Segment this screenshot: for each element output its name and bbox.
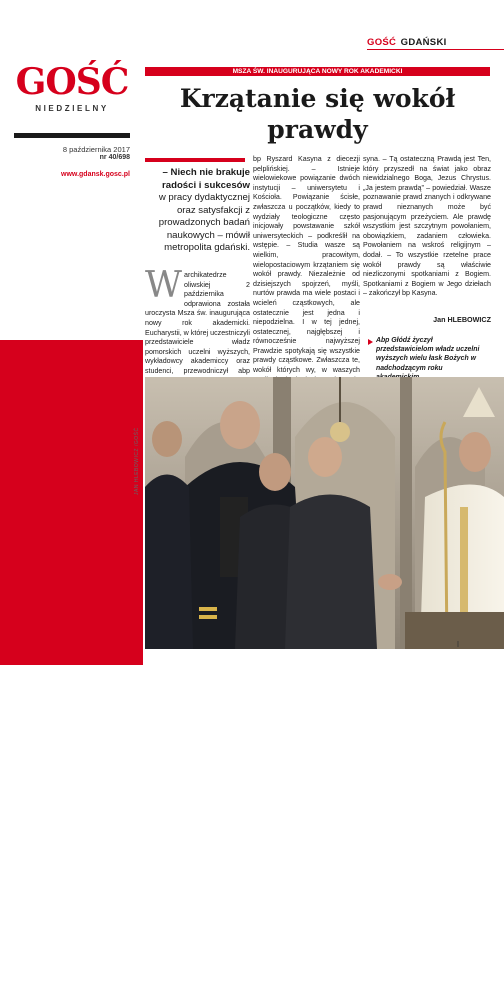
article-headline: Krzątanie się wokół prawdy <box>179 84 456 144</box>
lead-rule <box>145 158 245 162</box>
article-photo[interactable] <box>145 377 504 649</box>
lead-rest: w pracy dydaktycznej oraz satysfakcji z prowadzonych badań naukowych – mówił metropolita gdański. <box>158 192 250 253</box>
left-column <box>0 0 143 941</box>
issue-date: 8 października 2017 <box>62 145 130 154</box>
category-strip: MSZA ŚW. INAUGURUJĄCA NOWY ROK AKADEMICKI <box>145 67 490 76</box>
section-tab-brand: GOŚĆ <box>367 37 397 48</box>
photo-caption <box>368 336 488 382</box>
issue-number: nr 40/698 <box>99 154 130 161</box>
photo-caption-text: Abp Głódź życzył przedstawicielom władz uczelni wyższych wielu łask Bożych w nadchodzącym roku <box>376 337 480 372</box>
drop-cap: W <box>145 265 183 306</box>
site-url-link[interactable]: www.gdansk.gosc.pl <box>61 171 130 178</box>
body-column-3: syna. – Tą ostateczną Prawdą jest Ten, który przyszedł na świat jako obraz niewidzialnego Boga, Jezus Chrystus. „Ja jestem prawdą” – powiedział. Wasze poznawanie prawd znanych i odkrywane prawd nieznanych może być pasjonującym przeżyciem. Ale prawdę wszystkim jest szczytnym powołaniem, obowiązkiem, zadaniem człowieka. Powołaniem na wskroś religijnym – dodał. – To wszystkie rzetelne prace wokół prawdy są właściwie niezliczonymi spotkaniami z Bogiem. Spotkaniami z Bogiem w Jego dziełach – zakończył bp Kasyna. <box>363 155 491 298</box>
section-tab-region: GDAŃSKI <box>400 37 447 48</box>
vertical-section-title: Archidiecezja gdańska <box>45 679 75 941</box>
article-lead <box>145 167 250 255</box>
section-tab-rule <box>367 49 504 50</box>
body-column-2: bp Ryszard Kasyna z diecezji pelplińskiej. – Istnieje wielowiekowe powiązanie dwóch instytucji – uniwersytetu i Kościoła. Powiązanie ścisłe, zwłaszcza u początków, kiedy to wydziały teologiczne często inicjowały powstawanie szkół uniwersyteckich – podkreślił na wstępie. – Studia wasze są wielkim, pracowitym, wielopostaciowym krzątaniem się wokół prawdy. Niezależnie od dzisiejszych spojrzeń, myśli, nurtów prawda ma wiele postaci i wcieleń cząstkowych, ale ostatecznie jest jedna i niepodzielna. I w tej jednej, ostatecznej, najgłębszej i równocześnie najwyższej Prawdzie spotykają się wszystkie prawdy cząstkowe. Zwłaszcza te, wokół których wy, w waszych <box>253 155 360 375</box>
photo-credit-text: JAN HLEBOWICZ /GOŚĆ <box>134 427 140 495</box>
cathedral-scene-image <box>145 377 504 649</box>
body-column-1-text: archikatedrze oliwskiej 2 października odprawiona została uroczysta Msza św. inaugurująca nowy rok akademicki. Eucharystii, w której uczestniczyli przedstawiciele władz pomorskich uczelni wyższych, wykładowcy akademiccy oraz studenci, przewodniczył abp <box>145 271 250 375</box>
article-byline: Jan HLEBOWICZ <box>433 315 491 324</box>
lead-quote: – Niech nie brakuje radości i sukcesów <box>162 167 250 191</box>
photo-credit <box>132 377 142 497</box>
section-red-band <box>0 340 143 941</box>
logo-subtitle: NIEDZIELNY <box>35 104 109 113</box>
section-tab <box>367 32 504 47</box>
logo-wordmark: GOŚĆ <box>15 61 129 103</box>
masthead-logo[interactable] <box>14 62 130 113</box>
page-number: I <box>456 640 460 649</box>
logo-divider <box>14 133 130 138</box>
